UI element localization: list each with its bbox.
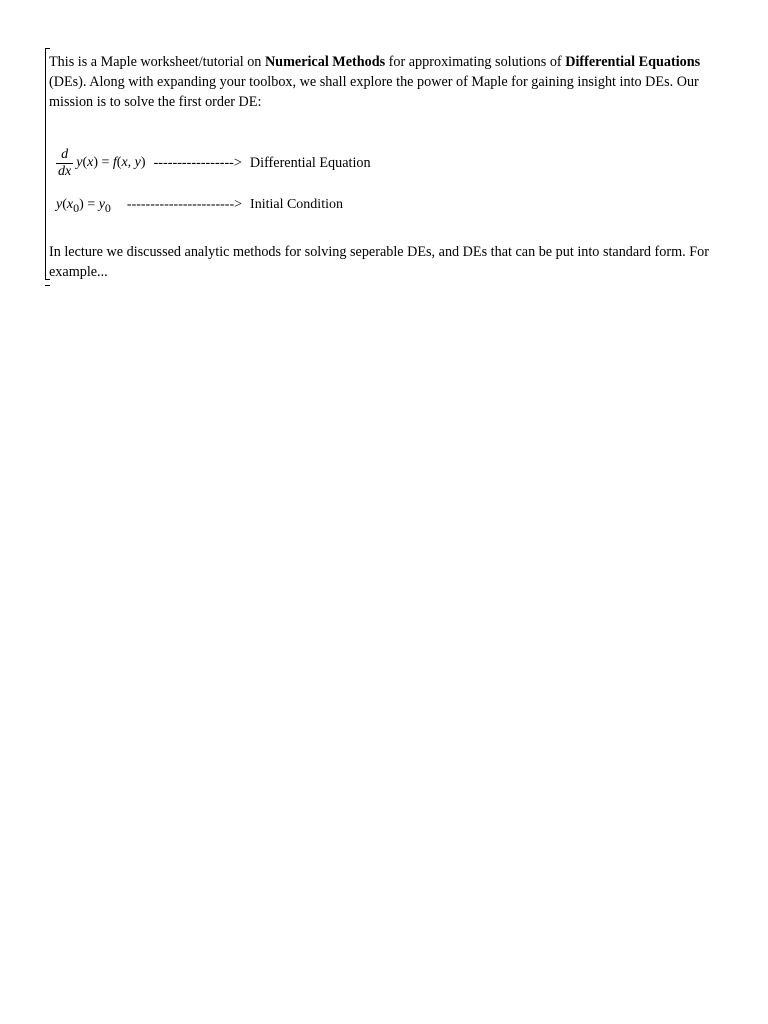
ic-rhs-subscript: 0 <box>104 201 111 215</box>
ic-x-subscript: 0 <box>73 201 80 215</box>
ic-y: y <box>56 197 63 212</box>
differential-equation-line <box>56 143 371 183</box>
ic-rhs: y <box>98 197 105 212</box>
fraction-numerator: d <box>61 146 69 162</box>
ic-equals: = <box>83 197 99 212</box>
lecture-paragraph: In lecture we discussed analytic methods for solving seperable DEs, and DEs that can be put into standard form. For example... <box>49 244 709 280</box>
math-block <box>49 112 729 222</box>
intro-bold-numerical-methods: Numerical Methods <box>264 54 386 70</box>
de-arrow: -----------------> <box>153 155 242 171</box>
initial-condition-line: y(x0) = y0 -----------------------> Initial Condition <box>56 197 343 215</box>
derivative-fraction <box>56 147 73 180</box>
intro-text-part2: for approximating solutions of <box>385 54 566 70</box>
intro-text-part1: This is a Maple worksheet/tutorial on <box>49 54 265 70</box>
de-x-arg: x <box>87 155 94 170</box>
intro-bold-differential-equations: Differential Equations <box>565 54 701 70</box>
execution-group-end-mark <box>45 285 50 286</box>
de-y: y <box>76 155 83 170</box>
de-f: f <box>112 155 117 170</box>
de-args: x, y <box>121 155 141 170</box>
intro-text-part3: (DEs). Along with expanding your toolbox, we shall explore the power of Maple for gaining insight into DEs. Our mission is to solve the first order DE: <box>49 74 699 110</box>
de-equals: = <box>98 155 113 170</box>
ic-x: x <box>66 197 74 212</box>
de-expression: y(x) = f(x, y) <box>76 155 146 170</box>
intro-paragraph <box>49 52 729 112</box>
ic-label: Initial Condition <box>250 197 343 212</box>
de-label: Differential Equation <box>249 155 371 171</box>
fraction-denominator: dx <box>58 163 72 179</box>
ic-arrow: -----------------------> <box>126 197 243 212</box>
worksheet-text-region[interactable] <box>49 52 729 280</box>
